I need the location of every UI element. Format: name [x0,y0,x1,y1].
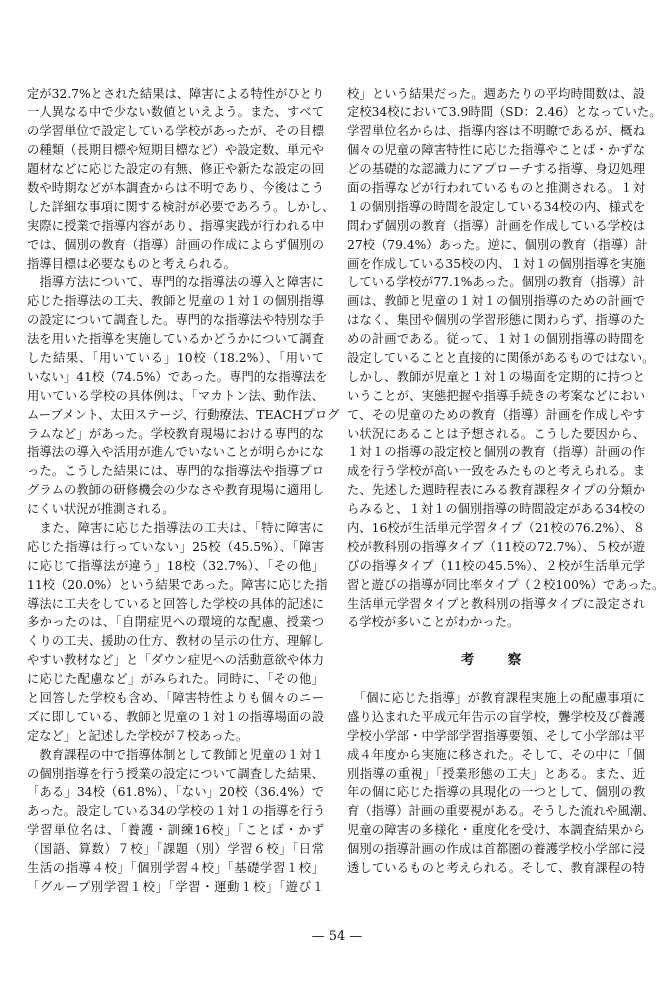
text-line: に応じた配慮など」がみられた。同時に、「その他」 [27,672,324,687]
text-line: ラムなど」があった。学校教育現場における専門的な [27,426,324,441]
paragraph [27,519,328,746]
text-line: 定が32.7%とされた結果は、障害による特性がひとり [27,86,325,101]
text-line: 育（指導）計画の重要視がある。そうした流れや風潮、 [347,804,655,819]
text-line: した詳細な事項に関する検討が必要であろう。しかし、 [27,199,335,214]
text-line: また、障害に応じた指導法の工夫は、「特に障害に [27,520,324,535]
text-line: 盛り込まれた平成元年告示の盲学校，聾学校及び養護 [347,709,645,724]
text-line: らみると、１対１の個別指導の時間設定がある34校の [347,502,646,517]
text-line: 個々の児童の障害特性に応じた指導やことば・かずな [347,143,645,158]
text-line: ムーブメント、太田ステージ、行動療法、TEACHプログ [27,407,340,422]
text-line: 数や時期などが本調査からは不明であり、今後はこう [27,180,324,195]
text-line: 27校（79.4%）あった。逆に、個別の教育（指導）計 [347,237,648,252]
text-line: に応じて指導法が違う」18校（32.7%）、「その他」 [27,558,324,573]
text-line: はなく、集団や個別の学習形態に関わらず、指導のた [347,313,645,328]
text-line: 成４年度から実施に移された。そして、その中に「個 [347,747,645,762]
page-number: — 54 — [311,929,363,944]
text-line: 校が教科別の指導タイプ（11校の72.7%）、５校が遊 [347,539,645,554]
text-line: 多かったのは、「自閉症児への環境的な配慮、授業つ [27,615,324,630]
text-line: 11校（20.0%）という結果であった。障害に応じた指 [27,577,328,592]
paragraph [347,85,665,633]
text-line: 指導目標は必要なものと考えられる。 [27,256,237,271]
text-line: 校」という結果だった。週あたりの平均時間数は、設 [347,86,645,101]
text-line: している学校が77.1%あった。個別の教育（指導）計 [347,275,645,290]
paragraph [27,746,324,897]
left-text-column [27,85,340,897]
text-line: 問わず個別の教育（指導）計画を作成している学校は [347,218,645,233]
text-line: した結果、「用いている」10校（18.2%）、「用いて [27,350,324,365]
text-line: 習と遊びの指導が同比率タイプ（２校100%）であった。 [347,577,665,592]
text-line: １の個別指導の時間を設定している34校の内、様式を [347,199,646,214]
text-line: 「ある」34校（61.8%）、「ない」20校（36.4%）で [27,785,324,800]
text-line: 定校34校において3.9時間（SD：2.46）となっていた。 [347,105,662,120]
text-line: 児童の障害の多様化・重度化を受け、本調査結果から [347,823,645,838]
text-line: 内、16校が生活単元学習タイプ（21校の76.2%）、８ [347,520,645,535]
text-line: と回答した学校も含め、「障害特性よりも個々のニー [27,691,324,705]
text-line: １対１の指導の設定校と個別の教育（指導）計画の作 [347,445,645,460]
text-line: の個別指導を行う授業の設定について調査した結果、 [27,766,324,781]
text-line: 学習単位名は、「養護・訓練16校」「ことば・かず [27,823,324,838]
text-line: の学習単位で設定している学校があったが、その目標 [27,124,324,139]
text-line: あった。設定している34の学校の１対１の指導を行う [27,804,326,819]
text-line: い状況にあることは予想される。こうした要因から、 [347,426,645,441]
text-line: グラムの教師の研修機会の少なさや教育現場に適用し [27,483,324,498]
text-line: しかし、教師が児童と１対１の場面を定期的に持つと [347,369,645,384]
text-line: びの指導タイプ（11校の45.5%）、２校が生活単元学 [347,558,645,573]
text-line: 透しているものと考えられる。そして、教育課程の特 [347,861,645,876]
text-line: ズに即している、教師と児童の１対１の指導場面の設 [27,709,324,724]
text-line: て、その児童のための教育（指導）計画を作成しやす [347,407,645,422]
text-line: た、先述した週時程表にみる教育課程タイプの分類か [347,483,645,498]
text-line: にくい状況が推測される。 [27,502,175,517]
text-line: いない」41校（74.5%）であった。専門的な指導法を [27,369,328,384]
text-line: 題材などに応じた設定の有無、修正や新たな設定の回 [27,162,324,177]
text-line: 学校小学部・中学部学習指導要領、そして小学部は平 [347,728,645,743]
text-line: くりの工夫、援助の仕方、教材の呈示の仕方、理解し [27,634,324,649]
text-line: 定など」と記述した学校が７校あった。 [27,728,249,743]
text-line: 生活の指導４校」「個別学習４校」「基礎学習１校」 [27,861,324,876]
text-line: 一人異なる中で少ない数値といえよう。また、すべて [27,105,324,120]
paragraph [347,689,655,878]
text-line: 教育課程の中で指導体制として教師と児童の１対１ [27,747,324,762]
text-line: 成を行う学校が高い一致をみたものと考えられる。ま [347,464,645,479]
text-line: では、個別の教育（指導）計画の作成によらず個別の [27,237,324,252]
text-line: 法を用いた指導を実施しているかどうかについて調査 [27,332,324,347]
text-line: の設定について調査した。専門的な指導法や特別な手 [27,313,324,328]
text-line: 設定していることと直接的に関係があるものではない。 [347,350,655,365]
text-line: 「グループ別学習１校」「学習・運動１校」「遊び１ [27,879,324,894]
text-line: （国語、算数）７校」「課題（別）学習６校」「日常 [27,842,324,857]
text-line: 指導法の導入や活用が進んでいないことが明らかにな [27,445,324,460]
text-line: 画は、教師と児童の１対１の個別指導のための計画で [347,294,645,309]
paragraph [27,85,335,274]
text-line: 指導方法について、専門的な指導法の導入と障害に [27,275,324,290]
text-line: の種類（長期目標や短期目標など）や設定数、単元や [27,143,324,158]
paragraph [27,273,340,519]
text-line: 応じた指導法の工夫、教師と児童の１対１の個別指導 [27,294,324,309]
text-line: いうことが、実態把握や指導手続きの考案などにおい [347,388,645,403]
text-line: やすい教材など」と「ダウン症児への活動意欲や体力 [27,653,324,668]
section-heading: 考 察 [460,652,532,669]
text-line: 実際に授業で指導内容があり、指導実践が行われる中 [27,218,324,233]
text-line: 導法に工夫をしていると回答した学校の具体的記述に [27,596,324,611]
right-text-column [347,85,665,878]
text-line: 学習単位名からは、指導内容は不明瞭であるが、概ね [347,124,645,139]
text-line: 年の個に応じた指導の具現化の一つとして、個別の教 [347,785,645,800]
text-line: 画を作成している35校の内、１対１の個別指導を実施 [347,256,646,271]
text-line: どの基礎的な認識力にアプローチする指導、身辺処理 [347,162,645,177]
text-line: めの計画である。従って、１対１の個別指導の時間を [347,332,645,347]
text-line: った。こうした結果には、専門的な指導法や指導プロ [27,464,324,479]
text-line: 別指導の重視」「授業形態の工夫」とある。また、近 [347,766,645,781]
text-line: る学校が多いことがわかった。 [347,615,520,630]
text-line: 生活単元学習タイプと教科別の指導タイプに設定され [347,596,645,611]
text-line: 用いている学校の具体例は、「マカトン法、動作法、 [27,388,324,403]
text-line: 応じた指導は行っていない」25校（45.5%）、「障害 [27,539,324,554]
text-line: 個別の指導計画の作成は首都圏の養護学校小学部に浸 [347,842,645,857]
text-line: 「個に応じた指導」が教育課程実施上の配慮事項に [347,691,645,706]
text-line: 面の指導などが行われているものと推測される。１対 [347,180,645,195]
